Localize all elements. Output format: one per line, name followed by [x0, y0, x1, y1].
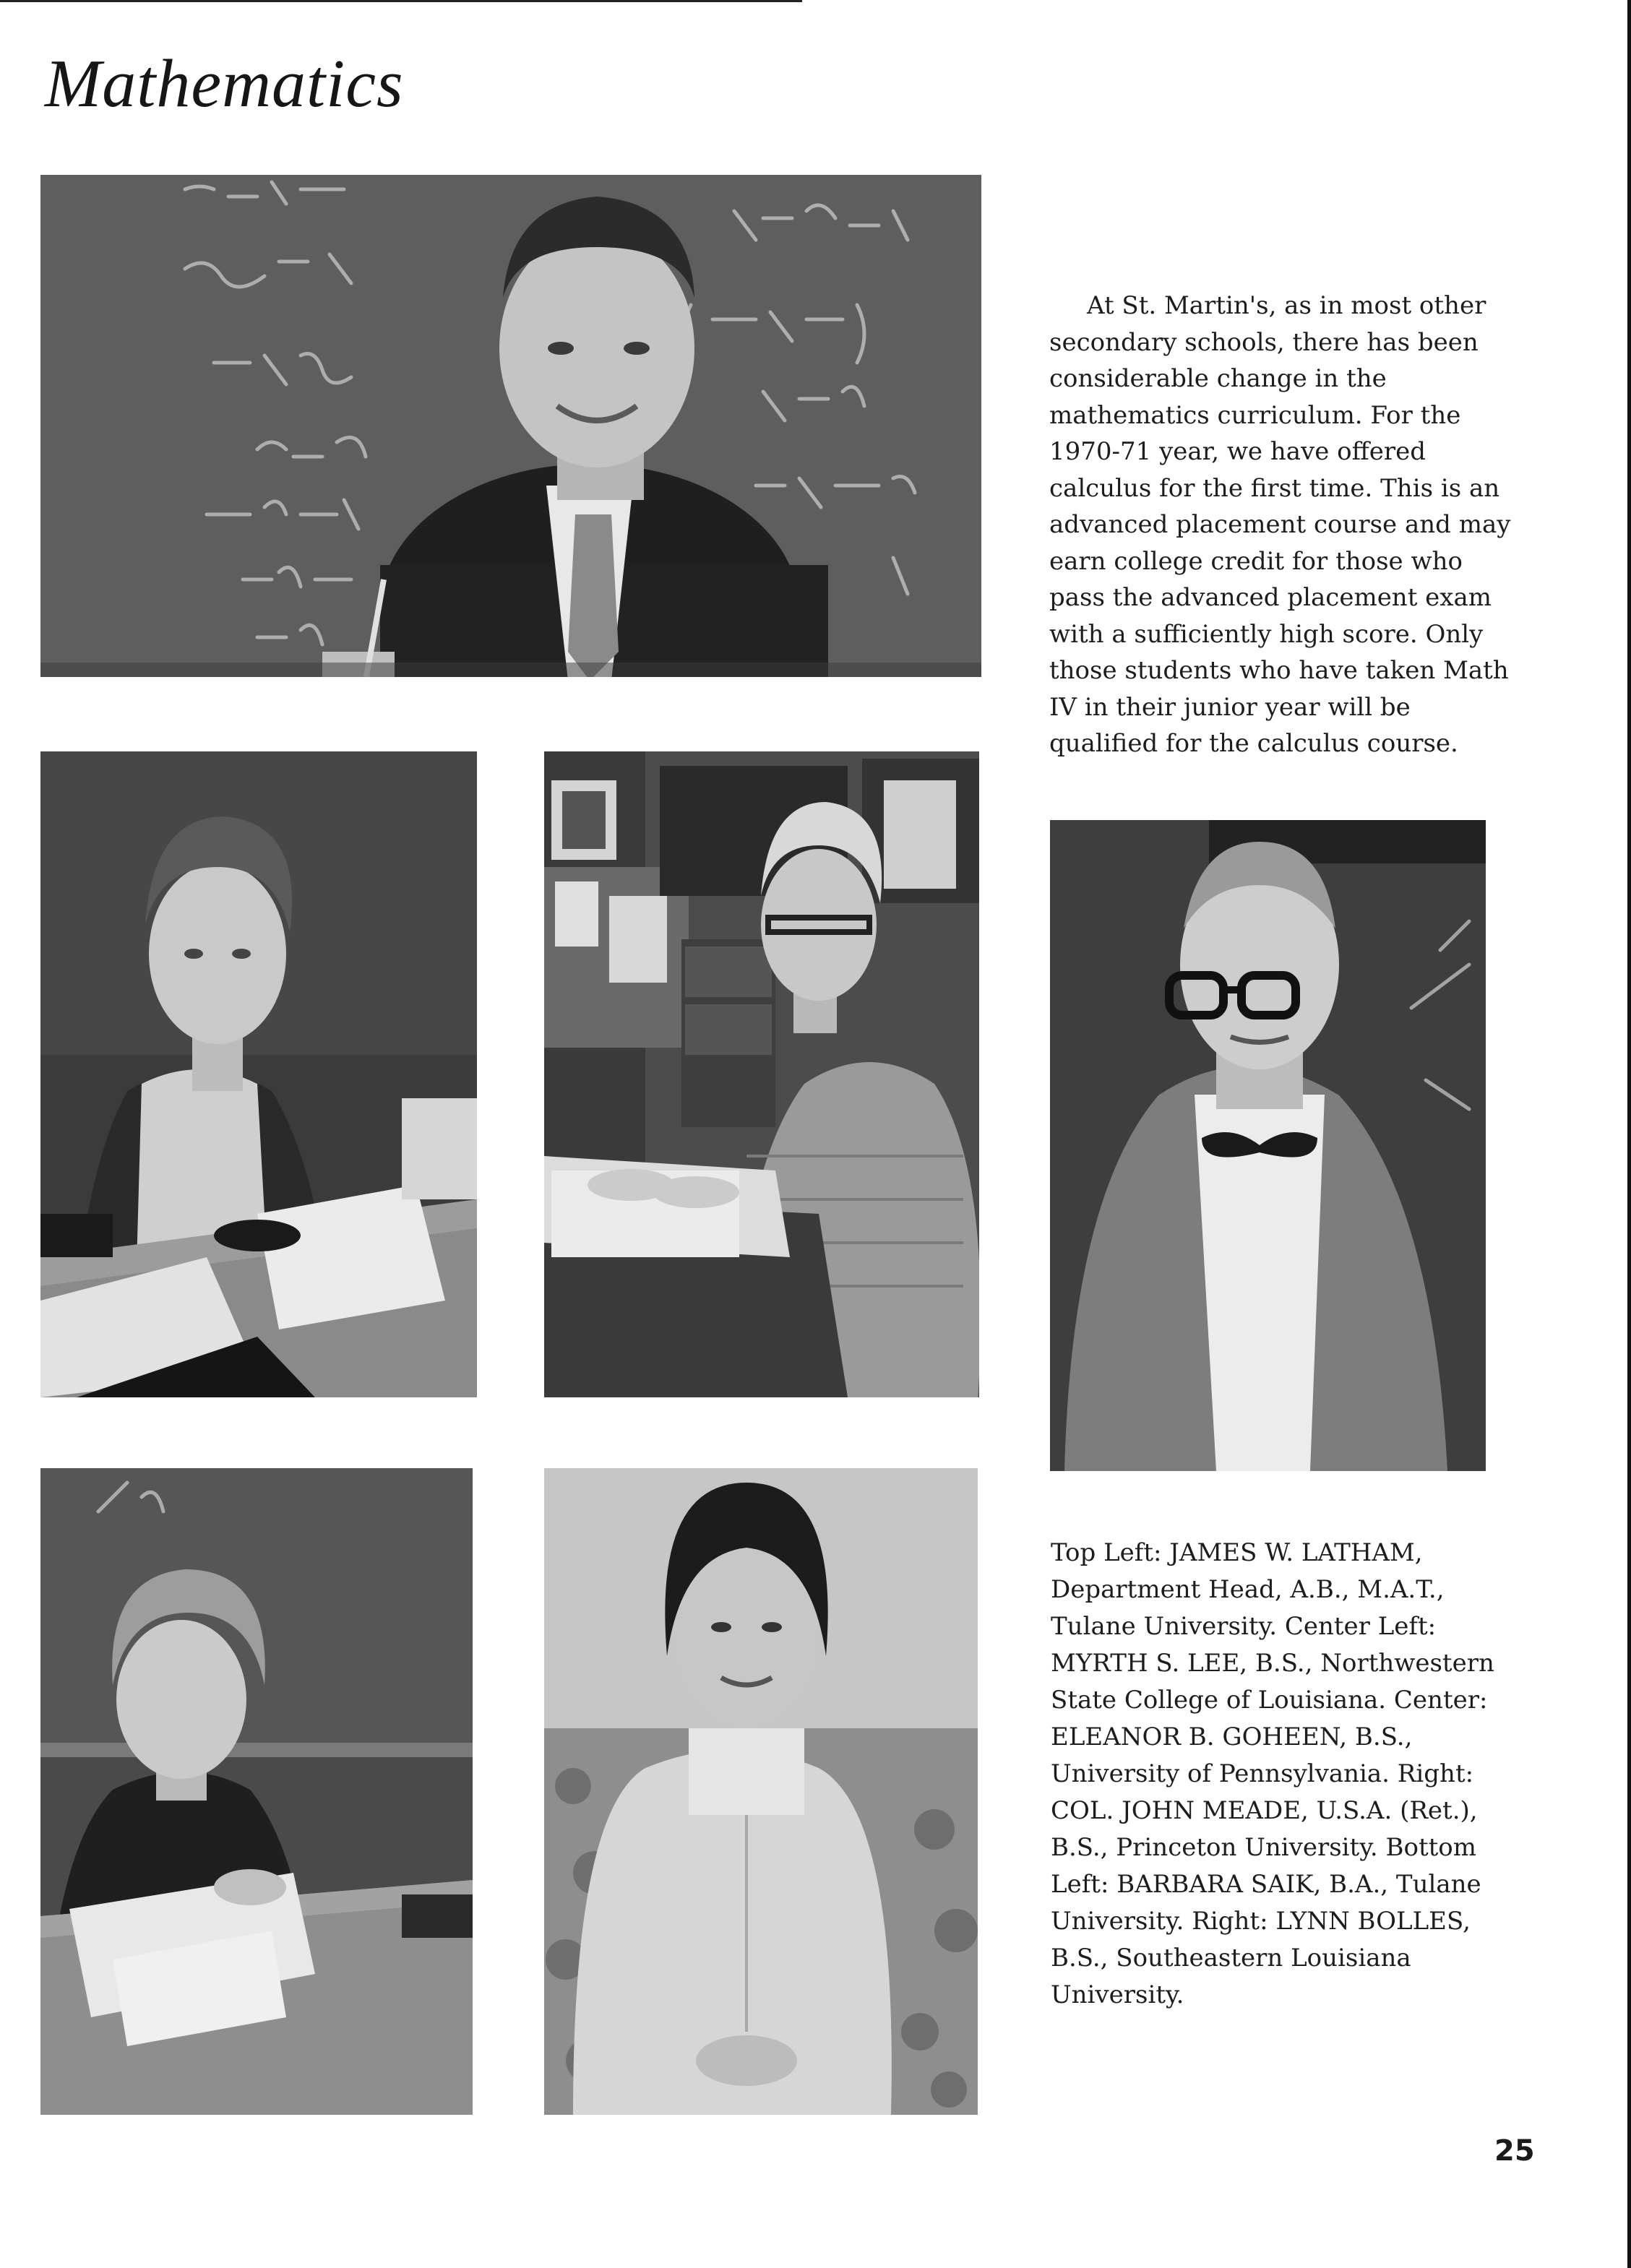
page-title: Mathematics: [45, 46, 404, 121]
intro-paragraph: At St. Martin's, as in most other secondary schools, there has been considerable change in the mathematics curriculum. For the 1970-71 year, we have offered calculus for the first time. This is an advanced placement course and may earn college credit for those who pass the advanced placement exam with a sufficiently high score. Only those students who have taken Math IV in their junior year will be qualified for the calculus course.: [1049, 291, 1511, 758]
photo-lynn-bolles: [544, 1468, 978, 2115]
photo-eleanor-goheen: [544, 751, 979, 1397]
photo-barbara-saik: [40, 1468, 473, 2115]
photo-caption: Top Left: JAMES W. LATHAM, Department Head, A.B., M.A.T., Tulane University. Center Left: MYRTH S. LEE, B.S., Northwestern State College of Louisiana. Center: ELEANOR B. GOHEEN, B.S., University of Pennsylvania. Right: COL. JOHN MEADE, U.S.A. (Ret.), B.S., Princeton University. Bottom Left: BARBARA SAIK, B.A., Tulane University. Right: LYNN BOLLES, B.S., Southeastern Louisiana University.: [1051, 1538, 1494, 2009]
photo-john-meade: [1050, 820, 1486, 1471]
page-edge: [1627, 0, 1631, 2268]
photo-myrth-lee: [40, 751, 477, 1397]
page-number: 25: [1494, 2134, 1535, 2168]
photo-james-latham: [40, 175, 981, 677]
top-rule: [0, 0, 802, 2]
